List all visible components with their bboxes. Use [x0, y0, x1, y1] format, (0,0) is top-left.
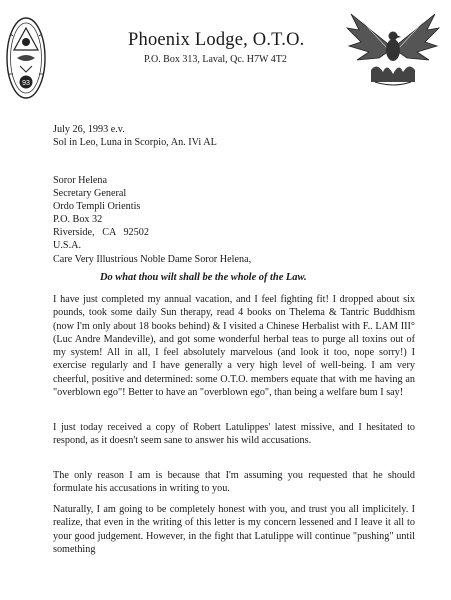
recipient-line: Ordo Templi Orientis — [53, 201, 141, 212]
lodge-seal-icon — [4, 14, 48, 102]
recipient-line: P.O. Box 32 — [53, 214, 103, 225]
body-paragraph: The only reason I am is because that I'm assuming you requested that he should formulate his accusations in writing to you. — [53, 470, 415, 495]
body-paragraph: I just today received a copy of Robert Latulippes' latest missive, and I hesitated to respond, as it doesn't seem sane to answer his wild accusations. — [53, 422, 415, 447]
phoenix-emblem-icon — [343, 8, 443, 90]
motto: Do what thou wilt shall be the whole of the Law. — [100, 272, 307, 283]
recipient-line: U.S.A. — [53, 240, 82, 251]
seal-number: 93 — [22, 80, 30, 87]
recipient-line: Soror Helena — [53, 175, 108, 186]
recipient-line: Secretary General — [53, 188, 127, 199]
lodge-address: P.O. Box 313, Laval, Qc. H7W 4T2 — [144, 54, 287, 65]
body-paragraph: Naturally, I am going to be completely honest with you, and trust you all implicitely. I realize, that even in the writing of this letter is my concern lessened and I leave it all to your good judgement. However, in the fight that Latulippe will continue "pushing" until something — [53, 504, 415, 555]
recipient-line: Riverside, CA 92502 — [53, 227, 149, 238]
letter-astro-date: Sol in Leo, Luna in Scorpio, An. IVi AL — [53, 137, 217, 148]
body-paragraph: I have just completed my annual vacation, and I feel fighting fit! I dropped about six pounds, took some daily Sun therapy, read 4 books on Thelema & Tantric Buddhism (now I'm only about 18 books behind) & I visited a Chinese Herbalist with F.. LAM III° (Luc Andre Mandeville), and got some wonderful herbal teas to purge all toxins out of my system! All in all, I feel absolutely marvelous (and look it too, nope sorry!) I exercise regularly and I have generally a very high level of well-being. I am very cheerful, positive and determined: some O.T.O. members equate that with me having an "overblown ego"! Better to have an "overblown ego", than being a welfare bum I say! — [53, 294, 415, 399]
letter-date: July 26, 1993 e.v. — [53, 124, 125, 135]
salutation: Care Very Illustrious Noble Dame Soror Helena, — [53, 254, 252, 265]
lodge-title: Phoenix Lodge, O.T.O. — [128, 30, 305, 50]
